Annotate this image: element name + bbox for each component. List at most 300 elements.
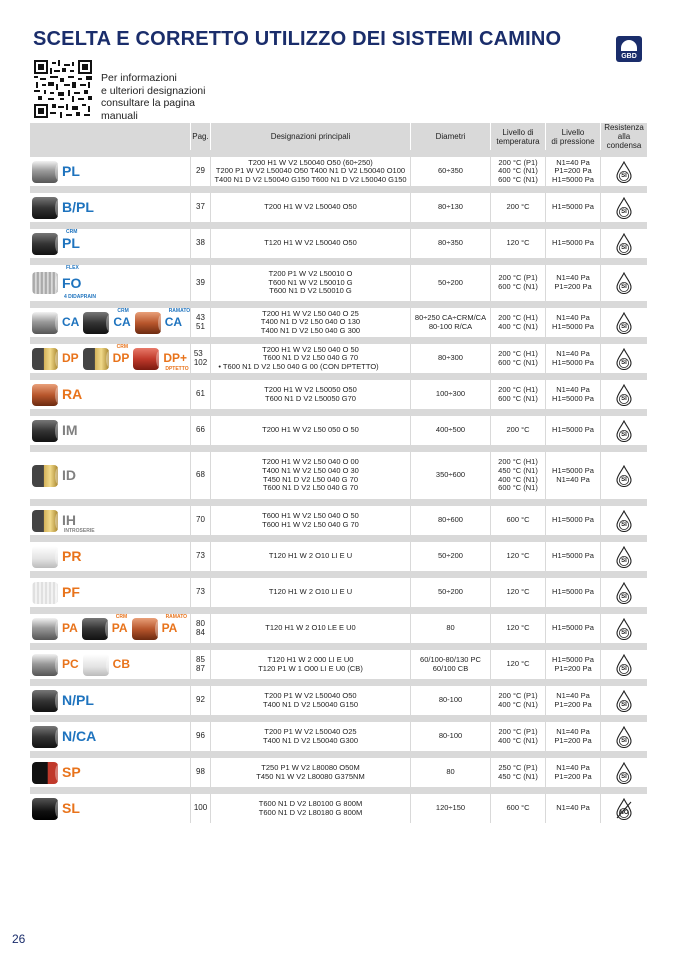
temperature-value: 400 °C (N1) — [498, 321, 538, 331]
product-images — [30, 578, 190, 607]
condensation-badge — [615, 726, 633, 748]
condensation-value: NO — [619, 809, 629, 816]
designation-line: T600 N1 D V2 L50 040 G 70 — [262, 353, 359, 363]
product-images — [30, 722, 190, 751]
pipe-image — [32, 233, 58, 255]
pressure-lines — [554, 764, 591, 781]
page-title: SCELTA E CORRETTO UTILIZZO DEI SISTEMI CAMINO — [33, 28, 562, 50]
pipe-image — [32, 726, 58, 748]
temperature-value: 600 °C — [506, 803, 530, 813]
page-ref[interactable] — [190, 380, 210, 409]
pressure-value: H1=5000 Pa — [552, 393, 594, 403]
condensation-resistance — [600, 794, 647, 823]
pipe-image — [133, 348, 159, 370]
product-thumb[interactable] — [32, 758, 81, 787]
temperature-level — [490, 578, 545, 607]
page-ref-lines — [196, 768, 205, 777]
diameter-value: 50÷200 — [438, 551, 463, 561]
designation-line: T600 H1 W V2 L50 040 O 50 — [262, 510, 359, 520]
page-ref[interactable] — [190, 758, 210, 787]
condensation-resistance — [600, 452, 647, 499]
condensation-value: SI — [621, 431, 627, 438]
designation-line: T400 N1 D V2 L50040 G150 — [262, 699, 359, 709]
product-thumb[interactable] — [132, 614, 188, 643]
condensation-resistance — [600, 506, 647, 535]
diameters — [410, 506, 490, 535]
condensation-value: SI — [621, 557, 627, 564]
pressure-lines — [552, 426, 594, 435]
pipe-image — [32, 654, 58, 676]
temperature-lines — [498, 458, 538, 492]
table-row — [30, 337, 647, 373]
product-sub-label: 4 DIDAPRAIN — [64, 294, 96, 301]
temperature-value: 200 °C — [506, 425, 530, 435]
designation-line: T600 N1 D V2 L50010 G — [269, 286, 352, 296]
condensation-resistance — [600, 344, 647, 373]
page-ref-value: 61 — [196, 389, 205, 399]
temperature-level — [490, 794, 545, 823]
temperature-lines — [498, 274, 538, 291]
designation-note: • T600 N1 D V2 L50 040 G 00 (CON DPTETTO) — [218, 361, 379, 371]
table-row — [30, 301, 647, 337]
pressure-lines — [556, 804, 590, 813]
diameters — [410, 578, 490, 607]
diameter-value: 80-100 — [438, 731, 463, 741]
product-thumb[interactable] — [32, 542, 81, 571]
condensation-badge — [615, 161, 633, 183]
designation-lines — [264, 203, 357, 212]
designation-lines — [259, 800, 362, 817]
condensation-badge — [615, 762, 633, 784]
condensation-badge — [615, 546, 633, 568]
product-label: SL — [62, 800, 80, 817]
pipe-image — [135, 312, 161, 334]
condensation-resistance — [600, 578, 647, 607]
temperature-value: 200 °C (H1) — [498, 457, 538, 467]
table-body — [30, 150, 647, 823]
pipe-image — [32, 348, 58, 370]
designation-line: T200 P1 W V2 L50040 O50 T400 N1 D V2 L50040 O100 — [215, 166, 406, 176]
table-row — [30, 222, 647, 258]
product-thumb[interactable] — [32, 157, 80, 186]
page-ref-lines — [196, 239, 205, 248]
pressure-value: N1=40 Pa — [556, 157, 590, 167]
page-ref-lines — [196, 696, 205, 705]
product-thumb[interactable] — [32, 686, 94, 715]
pipe-image — [82, 618, 108, 640]
product-thumb[interactable] — [32, 229, 80, 258]
page-ref-value: 51 — [196, 321, 205, 331]
temperature-level — [490, 542, 545, 571]
condensation-resistance — [600, 686, 647, 715]
pipe-image — [83, 654, 109, 676]
temperature-level — [490, 308, 545, 337]
diameter-lines — [436, 390, 465, 399]
product-images — [30, 614, 190, 643]
pipe-image — [32, 420, 58, 442]
page-ref-lines — [196, 732, 205, 741]
pipe-image — [32, 161, 58, 183]
designation-line: T200 H1 W V2 L50 040 O 50 — [262, 344, 359, 354]
page-ref[interactable] — [190, 722, 210, 751]
diameter-lines — [446, 624, 454, 633]
table-row — [30, 787, 647, 823]
diameter-lines — [436, 804, 465, 813]
pressure-level — [545, 506, 600, 535]
product-images — [30, 344, 190, 373]
diameter-value: 80÷130 — [438, 202, 463, 212]
page-ref[interactable] — [190, 344, 210, 373]
pressure-level — [545, 758, 600, 787]
designation-line: T250 P1 W V2 L80080 O50M — [261, 762, 360, 772]
designations — [210, 578, 410, 607]
pressure-lines — [552, 203, 594, 212]
product-thumb[interactable] — [32, 650, 79, 679]
pipe-image — [32, 582, 58, 604]
product-thumb[interactable] — [135, 308, 191, 337]
designation-line: T200 H1 W V2 L50040 O50 (60÷250) — [248, 157, 373, 167]
diameter-lines — [446, 768, 454, 777]
temperature-lines — [498, 692, 538, 709]
condensation-badge — [615, 312, 633, 334]
product-thumb[interactable] — [32, 452, 76, 499]
designations — [210, 686, 410, 715]
temperature-lines — [506, 426, 529, 435]
product-thumb[interactable] — [32, 344, 79, 373]
pressure-level — [545, 265, 600, 301]
designation-line: T450 N1 D V2 L50 040 G 70 — [262, 474, 359, 484]
designation-line: T400 N1 D V2 L50040 G150 T600 N1 D V2 L50040 G150 — [214, 174, 407, 184]
product-thumb[interactable] — [32, 193, 94, 222]
product-thumb[interactable] — [32, 578, 80, 607]
pressure-value: H1=5000 Pa — [552, 202, 594, 212]
product-sup-label: RAMATO — [168, 308, 191, 314]
pipe-image — [32, 510, 58, 532]
temperature-value: 120 °C — [506, 623, 530, 633]
header-diametri: Diametri — [410, 123, 490, 150]
product-thumb[interactable] — [83, 308, 130, 337]
pipe-image — [32, 384, 58, 406]
pipe-image — [32, 762, 58, 784]
product-label: PA — [111, 621, 128, 636]
designation-line: T400 N1 D V2 L50040 G300 — [262, 735, 359, 745]
diameters — [410, 758, 490, 787]
page-ref-value: 85 — [196, 654, 205, 664]
page-ref-value: 37 — [196, 202, 205, 212]
condensation-value: SI — [621, 701, 627, 708]
product-label: PF — [62, 584, 80, 601]
product-label: N/PL — [62, 692, 94, 709]
header-pressione: Livello di pressione — [545, 123, 600, 150]
product-label: B/PL — [62, 199, 94, 216]
product-thumb[interactable] — [32, 416, 78, 445]
product-sub-label: INTROSERIE — [64, 528, 95, 535]
temperature-level — [490, 157, 545, 186]
designation-line: T400 N1 D V2 L50 040 O 130 — [260, 317, 361, 327]
product-sup-label: CRM — [66, 229, 78, 235]
condensation-value: SI — [621, 773, 627, 780]
header-products — [30, 123, 190, 150]
temperature-lines — [506, 203, 529, 212]
pipe-image — [32, 618, 58, 640]
product-images — [30, 193, 190, 222]
temperature-value: 120 °C — [506, 551, 530, 561]
designation-line: T600 H1 W V2 L50 040 G 70 — [262, 519, 359, 529]
product-label: CA — [164, 315, 183, 330]
designation-lines — [261, 310, 360, 336]
condensation-resistance — [600, 380, 647, 409]
condensation-resistance — [600, 614, 647, 643]
pressure-value: P1=200 Pa — [554, 282, 592, 291]
pressure-value: H1=5000 Pa — [552, 654, 594, 664]
product-thumb[interactable] — [32, 308, 79, 337]
pressure-level — [545, 380, 600, 409]
pressure-value: H1=5000 Pa — [552, 515, 594, 525]
product-label: PA — [62, 621, 78, 636]
condensation-resistance — [600, 758, 647, 787]
condensation-badge — [615, 510, 633, 532]
page-ref[interactable] — [190, 650, 210, 679]
product-label: PA — [161, 621, 178, 636]
designation-lines — [263, 728, 358, 745]
diameters — [410, 686, 490, 715]
product-label: CA — [113, 315, 131, 330]
designations — [210, 506, 410, 535]
table-row — [30, 643, 647, 679]
product-images — [30, 650, 190, 679]
diameter-lines — [439, 732, 462, 741]
designations — [210, 308, 410, 337]
temperature-value: 600 °C (N1) — [498, 282, 538, 291]
temperature-level — [490, 686, 545, 715]
product-thumb[interactable] — [32, 506, 95, 535]
product-thumb[interactable] — [32, 614, 78, 643]
qr-code-icon[interactable] — [34, 60, 92, 118]
diameter-lines — [438, 588, 463, 597]
designations — [210, 722, 410, 751]
pipe-image — [32, 690, 58, 712]
diameter-value: 80÷350 — [438, 238, 463, 248]
product-thumb[interactable] — [82, 614, 128, 643]
product-sub-label: DPTETTO — [165, 366, 189, 373]
table-row — [30, 445, 647, 499]
product-thumb[interactable] — [32, 794, 80, 823]
page-ref[interactable] — [190, 416, 210, 445]
page-ref-value: 38 — [196, 238, 205, 248]
table-row — [30, 571, 647, 607]
designation-line: T200 H1 W V2 L50 050 O 50 — [262, 425, 359, 435]
gbd-logo: GBD — [616, 36, 642, 62]
diameter-value: 80 — [446, 767, 455, 777]
page-ref-lines — [196, 588, 205, 597]
page-ref[interactable] — [190, 686, 210, 715]
product-sup-label: RAMATO — [165, 614, 188, 620]
temperature-lines — [498, 350, 538, 367]
header-designazioni: Designazioni principali — [210, 123, 410, 150]
pressure-value: H1=5000 Pa — [552, 238, 594, 248]
pipe-image — [83, 312, 109, 334]
product-thumb[interactable] — [83, 344, 130, 373]
temperature-value: 200 °C (P1) — [498, 726, 538, 736]
diameter-value: 80÷600 — [438, 515, 463, 525]
pressure-level — [545, 416, 600, 445]
temperature-level — [490, 229, 545, 258]
temperature-value: 200 °C (H1) — [498, 348, 538, 358]
pressure-level — [545, 229, 600, 258]
page-ref[interactable] — [190, 229, 210, 258]
diameters — [410, 380, 490, 409]
product-images — [30, 229, 190, 258]
condensation-badge — [615, 465, 633, 487]
temperature-lines — [498, 314, 538, 331]
product-label: PR — [62, 548, 82, 565]
pressure-lines — [552, 239, 594, 248]
temperature-value: 600 °C (N1) — [498, 174, 538, 184]
designation-line: T200 H1 W V2 L50040 O50 — [264, 202, 357, 212]
page-ref[interactable] — [190, 542, 210, 571]
page-ref[interactable] — [190, 308, 210, 337]
pressure-value: N1=40 Pa — [556, 273, 590, 283]
page-ref[interactable] — [190, 157, 210, 186]
condensation-badge — [615, 348, 633, 370]
pressure-value: P1=200 Pa — [554, 771, 592, 781]
designation-lines — [268, 270, 352, 296]
diameter-lines — [438, 239, 463, 248]
temperature-lines — [506, 588, 529, 597]
designation-line: T400 N1 D V2 L50 040 G 300 — [260, 325, 361, 335]
condensation-value: SI — [621, 629, 627, 636]
table-row — [30, 607, 647, 643]
pipe-image — [32, 312, 58, 334]
designation-line: T120 H1 W 2 O10 LI E U — [268, 587, 353, 597]
page-ref-lines — [196, 471, 205, 480]
temperature-lines — [498, 386, 538, 403]
page-ref-lines — [196, 426, 205, 435]
pressure-value: H1=5000 Pa — [552, 551, 594, 561]
condensation-value: SI — [621, 737, 627, 744]
diameter-value: 80-100 R/CA — [428, 321, 473, 331]
product-label: N/CA — [62, 728, 97, 745]
temperature-level — [490, 650, 545, 679]
page-ref-value: 92 — [196, 695, 205, 705]
header-pag: Pag. — [190, 123, 210, 150]
product-label: IM — [62, 422, 78, 439]
designations — [210, 380, 410, 409]
page-ref-value: 73 — [196, 551, 205, 561]
diameter-value: 350÷600 — [435, 470, 466, 480]
designations — [210, 794, 410, 823]
pressure-lines — [554, 692, 591, 709]
temperature-value: 450 °C (N1) — [498, 771, 538, 781]
page-ref[interactable] — [190, 452, 210, 499]
pressure-value: N1=40 Pa — [556, 690, 590, 700]
temperature-value: 600 °C (N1) — [498, 357, 538, 367]
product-thumb[interactable] — [32, 722, 96, 751]
designation-line: T120 H1 W V2 L50040 O50 — [264, 238, 357, 248]
pressure-value: N1=40 Pa — [556, 384, 590, 394]
pressure-value: N1=40 Pa — [556, 803, 590, 813]
pressure-level — [545, 794, 600, 823]
page-ref[interactable] — [190, 794, 210, 823]
designation-line: T120 H1 W 2 O10 LI E U — [268, 551, 353, 561]
temperature-value: 600 °C (N1) — [498, 483, 538, 493]
page-ref[interactable] — [190, 614, 210, 643]
info-text: Per informazioni e ulteriori designazioni consultare la pagina manuali — [101, 72, 206, 122]
pressure-value: P1=200 Pa — [554, 663, 592, 673]
condensation-badge — [615, 654, 633, 676]
pressure-value: H1=5000 Pa — [552, 174, 594, 184]
page-ref-value: 70 — [196, 515, 205, 525]
table-header — [30, 123, 647, 150]
designations — [210, 229, 410, 258]
diameter-lines — [438, 279, 463, 288]
page-ref[interactable] — [190, 506, 210, 535]
condensation-badge — [615, 384, 633, 406]
product-images — [30, 416, 190, 445]
product-thumb[interactable] — [32, 265, 96, 301]
temperature-value: 200 °C (P1) — [498, 273, 538, 283]
pressure-value: H1=5000 Pa — [552, 357, 594, 367]
product-images — [30, 157, 190, 186]
temperature-level — [490, 722, 545, 751]
page-ref-value: 87 — [196, 663, 205, 673]
pressure-level — [545, 308, 600, 337]
designation-lines — [265, 624, 355, 633]
product-label: IH — [62, 512, 76, 529]
product-images — [30, 506, 190, 535]
pipe-image — [32, 465, 58, 487]
page-ref[interactable] — [190, 578, 210, 607]
temperature-lines — [498, 728, 538, 745]
condensation-badge — [615, 233, 633, 255]
pipe-image — [32, 197, 58, 219]
condensation-badge — [615, 420, 633, 442]
table-row — [30, 409, 647, 445]
pressure-level — [545, 344, 600, 373]
temperature-value: 120 °C — [506, 659, 530, 669]
pipe-image — [32, 272, 58, 294]
designation-line: T200 P1 W V2 L50040 O25 — [264, 726, 357, 736]
diameter-value: 80-100 — [438, 695, 463, 705]
page-ref-lines — [196, 656, 205, 673]
product-thumb[interactable] — [32, 380, 82, 409]
page-ref-value: 53 — [193, 348, 203, 358]
page-ref[interactable] — [190, 265, 210, 301]
designations — [210, 614, 410, 643]
table-row — [30, 535, 647, 571]
diameters — [410, 416, 490, 445]
condensation-badge — [615, 272, 633, 294]
product-label: RA — [62, 386, 83, 403]
diameter-value: 60÷350 — [438, 166, 463, 176]
diameters — [410, 157, 490, 186]
pressure-value: N1=40 Pa — [556, 312, 590, 322]
product-thumb[interactable] — [83, 650, 130, 679]
product-thumb[interactable] — [133, 344, 187, 373]
page-ref-value: 68 — [196, 470, 205, 480]
temperature-value: 200 °C — [506, 202, 530, 212]
page-ref[interactable] — [190, 193, 210, 222]
diameter-lines — [438, 167, 463, 176]
designation-line: T600 N1 D V2 L80180 G 800M — [258, 807, 363, 817]
temperature-value: 200 °C (P1) — [498, 690, 538, 700]
diameters — [410, 344, 490, 373]
temperature-lines — [506, 552, 529, 561]
designation-line: T200 H1 W V2 L50 040 O 25 — [262, 308, 359, 318]
designation-line: T600 N1 D V2 L50 040 G 70 — [262, 483, 359, 493]
table-row — [30, 499, 647, 535]
temperature-lines — [498, 159, 538, 185]
